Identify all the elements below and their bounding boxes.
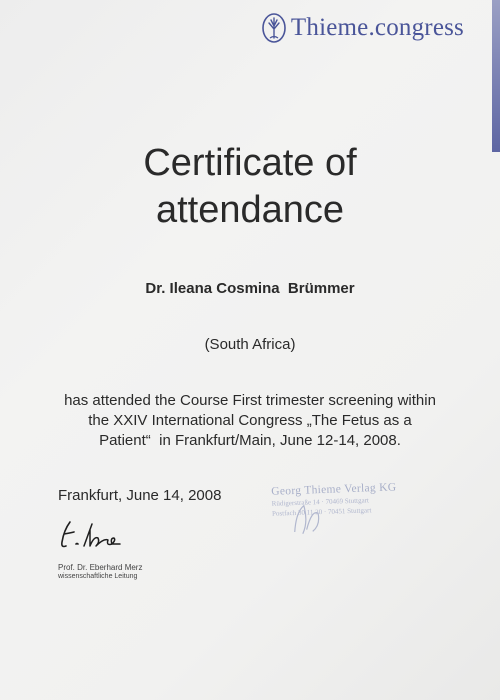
edge-color-bar (492, 0, 500, 152)
stamp-line-3: Postfach 30 11 20 · 70451 Stuttgart (271, 506, 372, 518)
statement-line-1: has attended the Course First trimester screening within (64, 392, 436, 409)
signatory-name: Prof. Dr. Eberhard Merz (58, 563, 143, 572)
certificate-title (0, 140, 500, 234)
title-line-2: attendance (155, 189, 345, 231)
recipient-country: (South Africa) (204, 336, 296, 353)
stamp-line-1: Georg Thieme Verlag KG (271, 481, 397, 498)
stamp-scribble (289, 491, 331, 536)
logo-text: Thieme.congress (290, 14, 464, 41)
handwritten-signature (56, 516, 126, 554)
title-line-1: Certificate of (143, 142, 357, 184)
publisher-stamp (271, 479, 433, 541)
statement-line-3: Patient“ in Frankfurt/Main, June 12-14, 2008. (99, 432, 401, 449)
place-and-date: Frankfurt, June 14, 2008 (58, 487, 222, 504)
signatory-role: wissenschaftliche Leitung (58, 573, 138, 580)
recipient-name: Dr. Ileana Cosmina Brümmer (145, 280, 355, 297)
stamp-line-2: Rüdigerstraße 14 · 70469 Stuttgart (271, 496, 370, 508)
thieme-congress-logo (262, 10, 464, 46)
statement-line-2: the XXIV International Congress „The Fetus as a (88, 412, 412, 429)
attendance-statement (0, 391, 500, 451)
tree-icon (262, 13, 286, 43)
